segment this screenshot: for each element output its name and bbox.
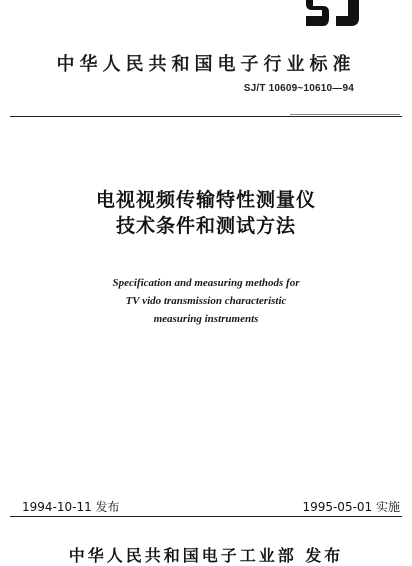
english-title-line-2: TV vido transmission characteristic [125,295,287,307]
footer-clip [0,540,412,565]
footer-divider [10,516,402,517]
sj-logo [304,0,362,16]
org-title: 中华人民共和国电子行业标准 [56,54,356,75]
sj-logo-mark [304,0,362,30]
footer-issuer: 中华人民共和国电子工业部 发布 [68,546,344,565]
english-title [0,274,412,328]
header-divider-faint [290,114,400,115]
standard-number: SJ/T 10609~10610—94 [243,83,354,94]
chinese-title-line-1: 电视视频传输特性测量仪 [95,189,316,211]
header-divider [10,116,402,117]
chinese-title-line-2: 技术条件和测试方法 [115,215,296,237]
issue-date: 1994-10-11 发布 [22,500,120,514]
chinese-title [0,187,412,239]
english-title-line-1: Specification and measuring methods for [112,277,300,289]
english-title-line-3: measuring instruments [153,313,259,325]
effective-date: 1995-05-01 实施 [302,500,400,514]
